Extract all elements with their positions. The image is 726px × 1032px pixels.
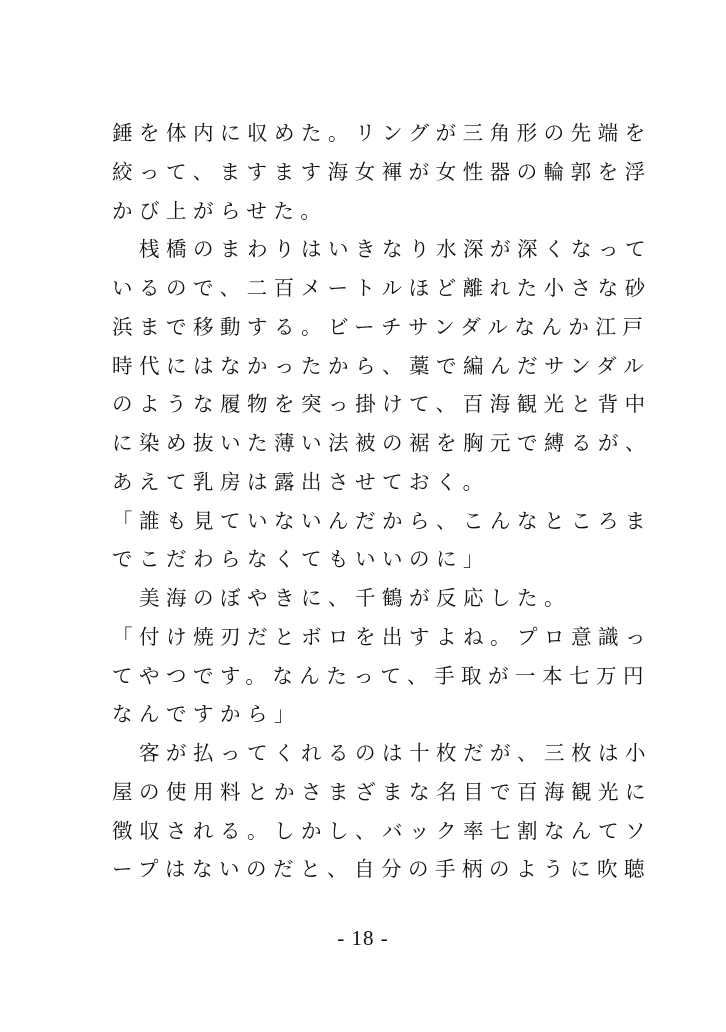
text-line: 美海のぼやきに、千鶴が反応した。 <box>112 586 571 610</box>
text-line: 錘を体内に収めた。リングが三角形の先端を <box>112 121 652 145</box>
text-line: てやつです。なんたって、手取が一本七万円 <box>112 663 650 688</box>
text-line: に染め抜いた薄い法被の裾を胸元で縛るが、 <box>112 431 652 455</box>
text-line: あえて乳房は露出させておく。 <box>112 469 490 494</box>
text-line: かび上がらせた。 <box>112 198 328 223</box>
text-line: 時代にはなかったから、藁で編んだサンダル <box>112 353 651 378</box>
text-line: 「付け焼刃だとボロを出すよね。プロ意識っ <box>112 624 652 649</box>
text-line: ープはないのだと、自分の手柄のように吹聴 <box>112 857 651 882</box>
text-line: 客が払ってくれるのは十枚だが、三枚は小 <box>112 741 652 765</box>
text-line: 屋の使用料とかさまざまな名目で百海観光に <box>112 779 652 804</box>
text-line: 「誰も見ていないんだから、こんなところま <box>112 508 652 533</box>
text-line: いるので、二百メートルほど離れた小さな砂 <box>112 276 652 300</box>
text-line: なんですから」 <box>112 702 301 727</box>
text-line: 徴収される。しかし、バック率七割なんてソ <box>112 818 652 843</box>
page-number: - 18 - <box>337 926 389 950</box>
text-line: 桟橋のまわりはいきなり水深が深くなって <box>112 237 652 262</box>
text-line: のような履物を突っ掛けて、百海観光と背中 <box>112 392 652 417</box>
body-text <box>112 114 652 889</box>
text-line: でこだわらなくてもいいのに」 <box>112 547 490 572</box>
text-line: 浜まで移動する。ビーチサンダルなんか江戸 <box>112 314 650 339</box>
text-line: 絞って、ますます海女褌が女性器の輪郭を浮 <box>112 159 652 184</box>
